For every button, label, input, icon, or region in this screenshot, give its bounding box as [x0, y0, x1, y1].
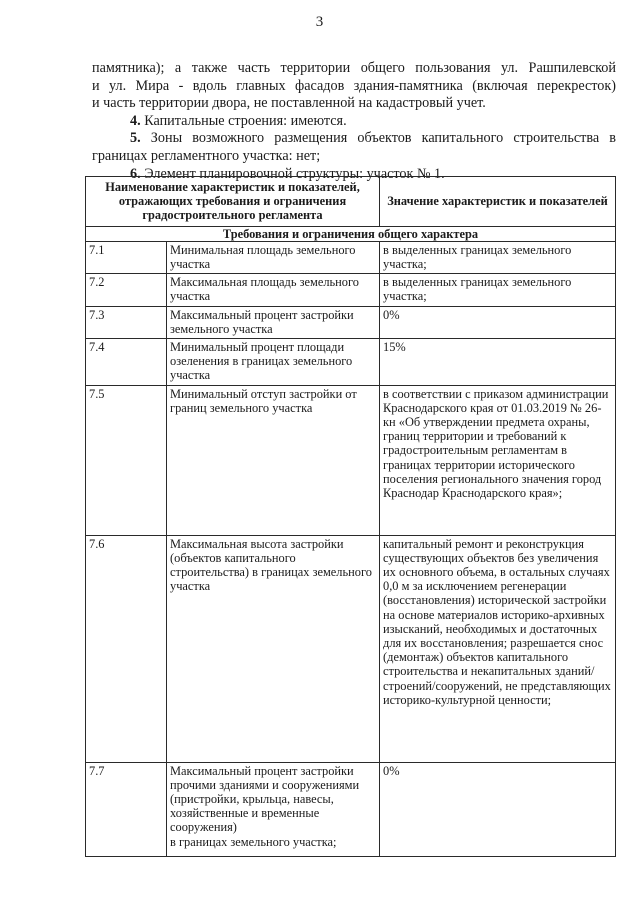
row-number: 7.1	[86, 241, 167, 273]
row-name: Минимальный отступ застройки от границ земельного участка	[167, 385, 380, 535]
row-name: Максимальная высота застройки (объектов капитального строительства) в границах земельного участка	[167, 535, 380, 762]
section-row	[86, 226, 616, 241]
row-name: Максимальная площадь земельного участка	[167, 274, 380, 306]
row-value: в выделенных границах земельного участка;	[380, 241, 616, 273]
table-row	[86, 385, 616, 535]
paragraph-4	[92, 113, 616, 131]
table-row	[86, 762, 616, 856]
table-row	[86, 535, 616, 762]
row-name-tail: в границах земельного участка;	[170, 834, 337, 849]
paragraph-text: Элемент планировочной структуры: участок № 1.	[144, 165, 445, 182]
row-number: 7.3	[86, 306, 167, 338]
row-value: капитальный ремонт и реконструкция существующих объектов без увеличения их основного объема, в остальных случаях 0,0 м за исключением регенерации (восстановления) исторической застройки на основе материалов историко-архивных изысканий, необходимых и достаточных для их восстановления; разрешается снос (демонтаж) объектов капитального строительства и некапитальных зданий/строений/сооружений, не представляющих историко-культурной ценности;	[380, 535, 616, 762]
row-value: в выделенных границах земельного участка;	[380, 274, 616, 306]
row-value: 15%	[380, 339, 616, 386]
table-header-row	[86, 177, 616, 227]
row-name	[167, 762, 380, 856]
row-value: 0%	[380, 762, 616, 856]
paragraph-number: 5.	[130, 130, 141, 147]
paragraph-number: 6.	[130, 165, 141, 182]
paragraph-5	[92, 130, 616, 165]
table-row	[86, 306, 616, 338]
paragraph-number: 4.	[130, 112, 141, 129]
row-number: 7.7	[86, 762, 167, 856]
table-row	[86, 274, 616, 306]
row-name-text: Максимальный процент застройки прочими зданиями и сооружениями (пристройки, крыльца, навесы, хозяйственные и временные сооружения)	[170, 763, 360, 835]
row-value: в соответствии с приказом администрации Краснодарского края от 01.03.2019 № 26-кн «Об утверждении предмета охраны, границ территории и требований к градостроительным регламентам в границах территории исторического поселения регионального значения город Краснодар Краснодарского края»;	[380, 385, 616, 535]
row-name: Минимальная площадь земельного участка	[167, 241, 380, 273]
row-number: 7.5	[86, 385, 167, 535]
row-name: Минимальный процент площади озеленения в границах земельного участка	[167, 339, 380, 386]
paragraph-line: и часть территории двора, не поставленной на кадастровый учет.	[92, 95, 486, 112]
row-number: 7.2	[86, 274, 167, 306]
row-number: 7.6	[86, 535, 167, 762]
paragraph-line: памятника); а также часть территории общего пользования ул. Рашпилевской	[92, 60, 616, 76]
page-number: 3	[315, 14, 324, 30]
table-row	[86, 241, 616, 273]
row-number: 7.4	[86, 339, 167, 386]
paragraph-line: и ул. Мира - вдоль главных фасадов здания-памятника (включая перекресток)	[92, 77, 616, 94]
row-name: Максимальный процент застройки земельного участка	[167, 306, 380, 338]
row-value: 0%	[380, 306, 616, 338]
regulation-table	[85, 176, 616, 857]
paragraph-text: Капитальные строения: имеются.	[144, 112, 347, 129]
header-characteristics: Наименование характеристик и показателей, отражающих требования и ограничения градостроительного регламента	[86, 177, 380, 227]
header-values: Значение характеристик и показателей	[380, 177, 616, 227]
paragraph-text: Зоны возможного размещения объектов капитального строительства в границах регламентного участка: нет;	[92, 130, 616, 164]
section-title: Требования и ограничения общего характера	[86, 226, 616, 241]
document-body	[92, 60, 616, 183]
table-row	[86, 339, 616, 386]
